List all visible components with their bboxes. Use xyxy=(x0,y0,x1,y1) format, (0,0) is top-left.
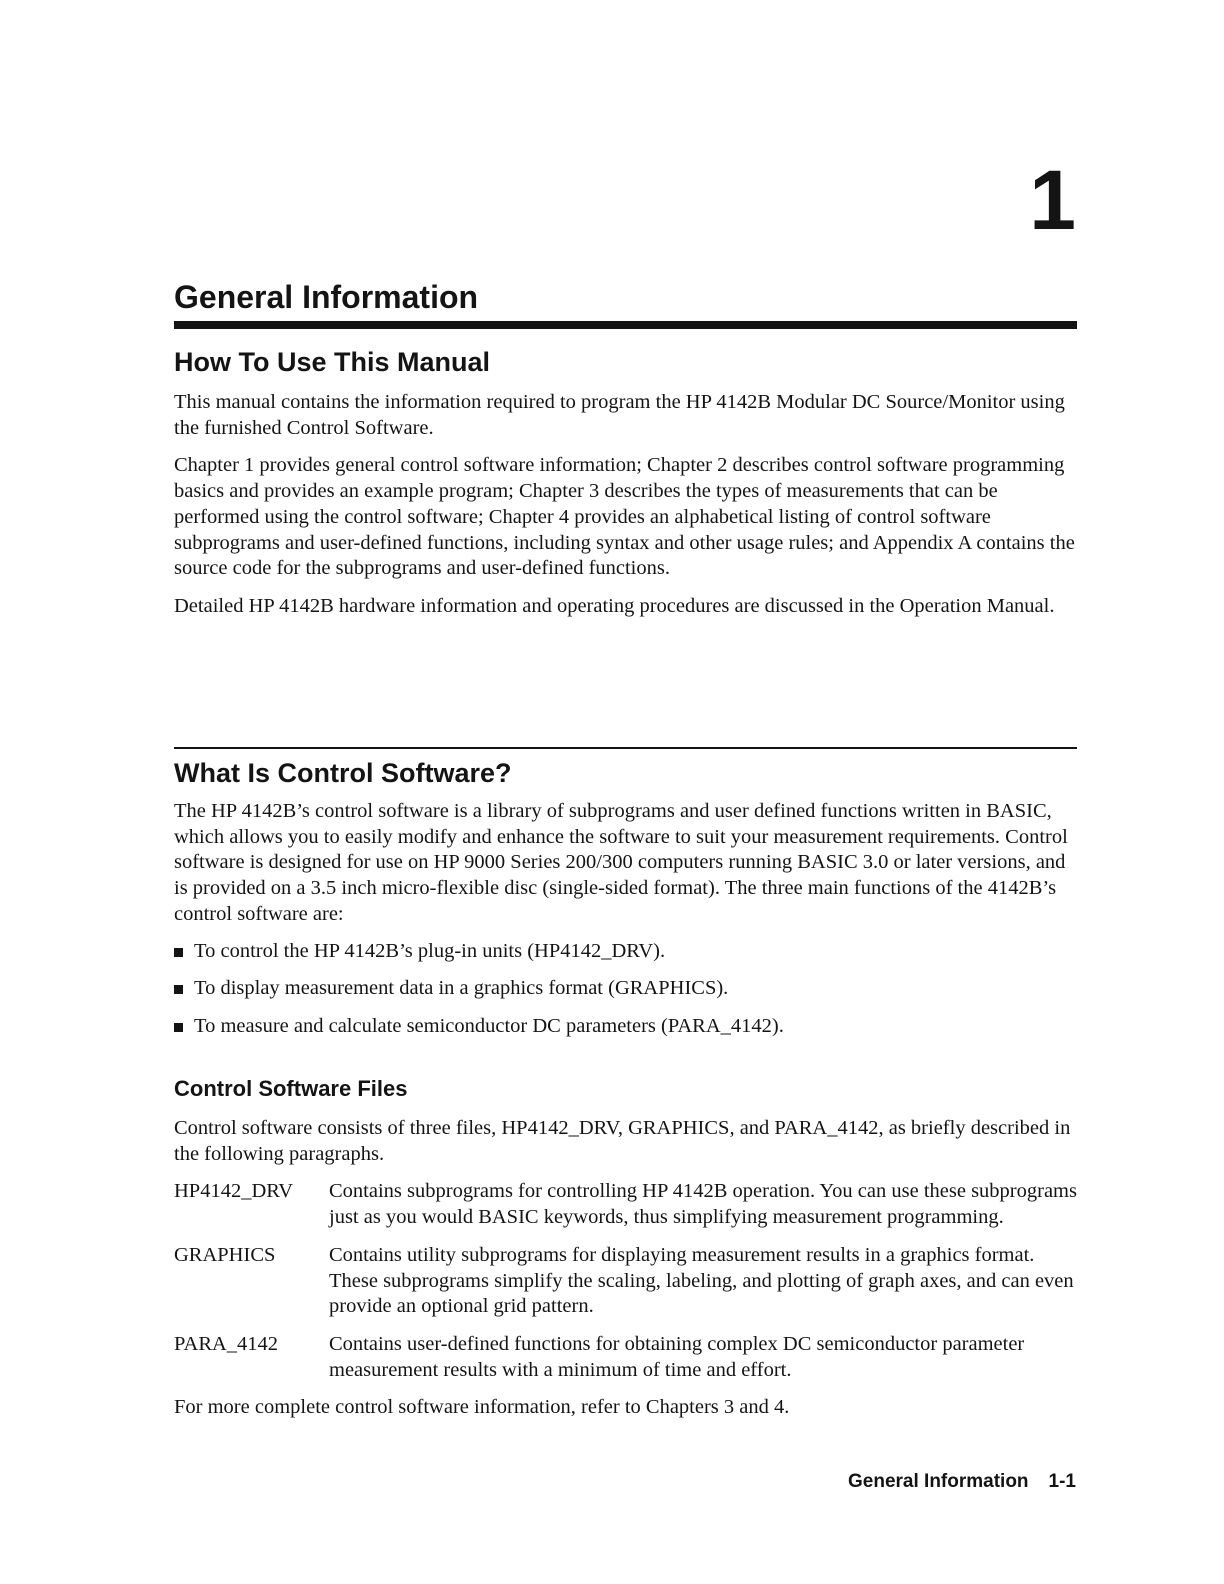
definition-description: Contains utility subprograms for displaying measurement results in a graphics format. These subprograms simplify the scaling, labeling, and plotting of graph axes, and can even provide an optional grid pattern. xyxy=(329,1243,1074,1318)
paragraph: For more complete control software information, refer to Chapters 3 and 4. xyxy=(174,1396,790,1419)
chapter-title-rule xyxy=(174,321,1077,329)
paragraph: Chapter 1 provides general control software information; Chapter 2 describes control software programming basics and provides an example program; Chapter 3 describes the types of measurements that can be performed using the control software; Chapter 4 provides an alphabetical listing of control software subprograms and user-defined functions, including syntax and other usage rules; and Appendix A contains the source code for the subprograms and user-defined functions. xyxy=(174,454,1075,580)
chapter-number: 1 xyxy=(1029,153,1076,247)
section-heading: How To Use This Manual xyxy=(174,347,491,377)
list-item-text: To control the HP 4142B’s plug-in units (HP4142_DRV). xyxy=(194,939,666,962)
section-heading: What Is Control Software? xyxy=(174,758,512,788)
definition-description: Contains subprograms for controlling HP 4142B operation. You can use these subprograms just as you would BASIC keywords, thus simplifying measurement programming. xyxy=(329,1180,1077,1229)
definition-row xyxy=(174,1179,1079,1230)
chapter-title: General Information xyxy=(174,279,479,315)
paragraph: The HP 4142B’s control software is a library of subprograms and user defined functions written in BASIC, which allows you to easily modify and enhance the software to suit your measurement requirements. Control software is designed for use on HP 9000 Series 200/300 computers running BASIC 3.0 or later versions, and is provided on a 3.5 inch micro-flexible disc (single-sided format). The three main functions of the 4142B’s control software are: xyxy=(174,800,1068,925)
bullet-list xyxy=(174,939,1079,1040)
definition-term: PARA_4142 xyxy=(174,1332,279,1355)
paragraph: Detailed HP 4142B hardware information and operating procedures are discussed in the Operation Manual. xyxy=(174,594,1055,617)
list-item xyxy=(174,939,1079,965)
section-divider xyxy=(174,747,1077,749)
square-bullet-icon xyxy=(174,985,183,994)
page-number: 1-1 xyxy=(1048,1471,1076,1492)
definition-description: Contains user-defined functions for obtaining complex DC semiconductor parameter measurement results with a minimum of time and effort. xyxy=(329,1332,1025,1381)
definition-row xyxy=(174,1243,1079,1320)
paragraph: This manual contains the information required to program the HP 4142B Modular DC Source/Monitor using the furnished Control Software. xyxy=(174,391,1065,439)
definition-term: GRAPHICS xyxy=(174,1243,276,1266)
list-item xyxy=(174,1014,1079,1040)
definition-term: HP4142_DRV xyxy=(174,1180,294,1203)
definition-row xyxy=(174,1332,1079,1383)
page-footer xyxy=(848,1470,1076,1494)
list-item-text: To measure and calculate semiconductor DC parameters (PARA_4142). xyxy=(194,1014,784,1037)
paragraph: Control software consists of three files, HP4142_DRV, GRAPHICS, and PARA_4142, as briefly described in the following paragraphs. xyxy=(174,1117,1071,1165)
list-item-text: To display measurement data in a graphics format (GRAPHICS). xyxy=(194,977,729,1000)
footer-section-title: General Information xyxy=(848,1471,1029,1492)
section-how-to-use xyxy=(174,346,1079,632)
list-item xyxy=(174,976,1079,1002)
section-what-is xyxy=(174,757,1079,1052)
square-bullet-icon xyxy=(174,948,183,957)
square-bullet-icon xyxy=(174,1023,183,1032)
file-definition-list xyxy=(174,1179,1079,1383)
subsection-heading: Control Software Files xyxy=(174,1076,408,1101)
section-files xyxy=(174,1075,1079,1421)
